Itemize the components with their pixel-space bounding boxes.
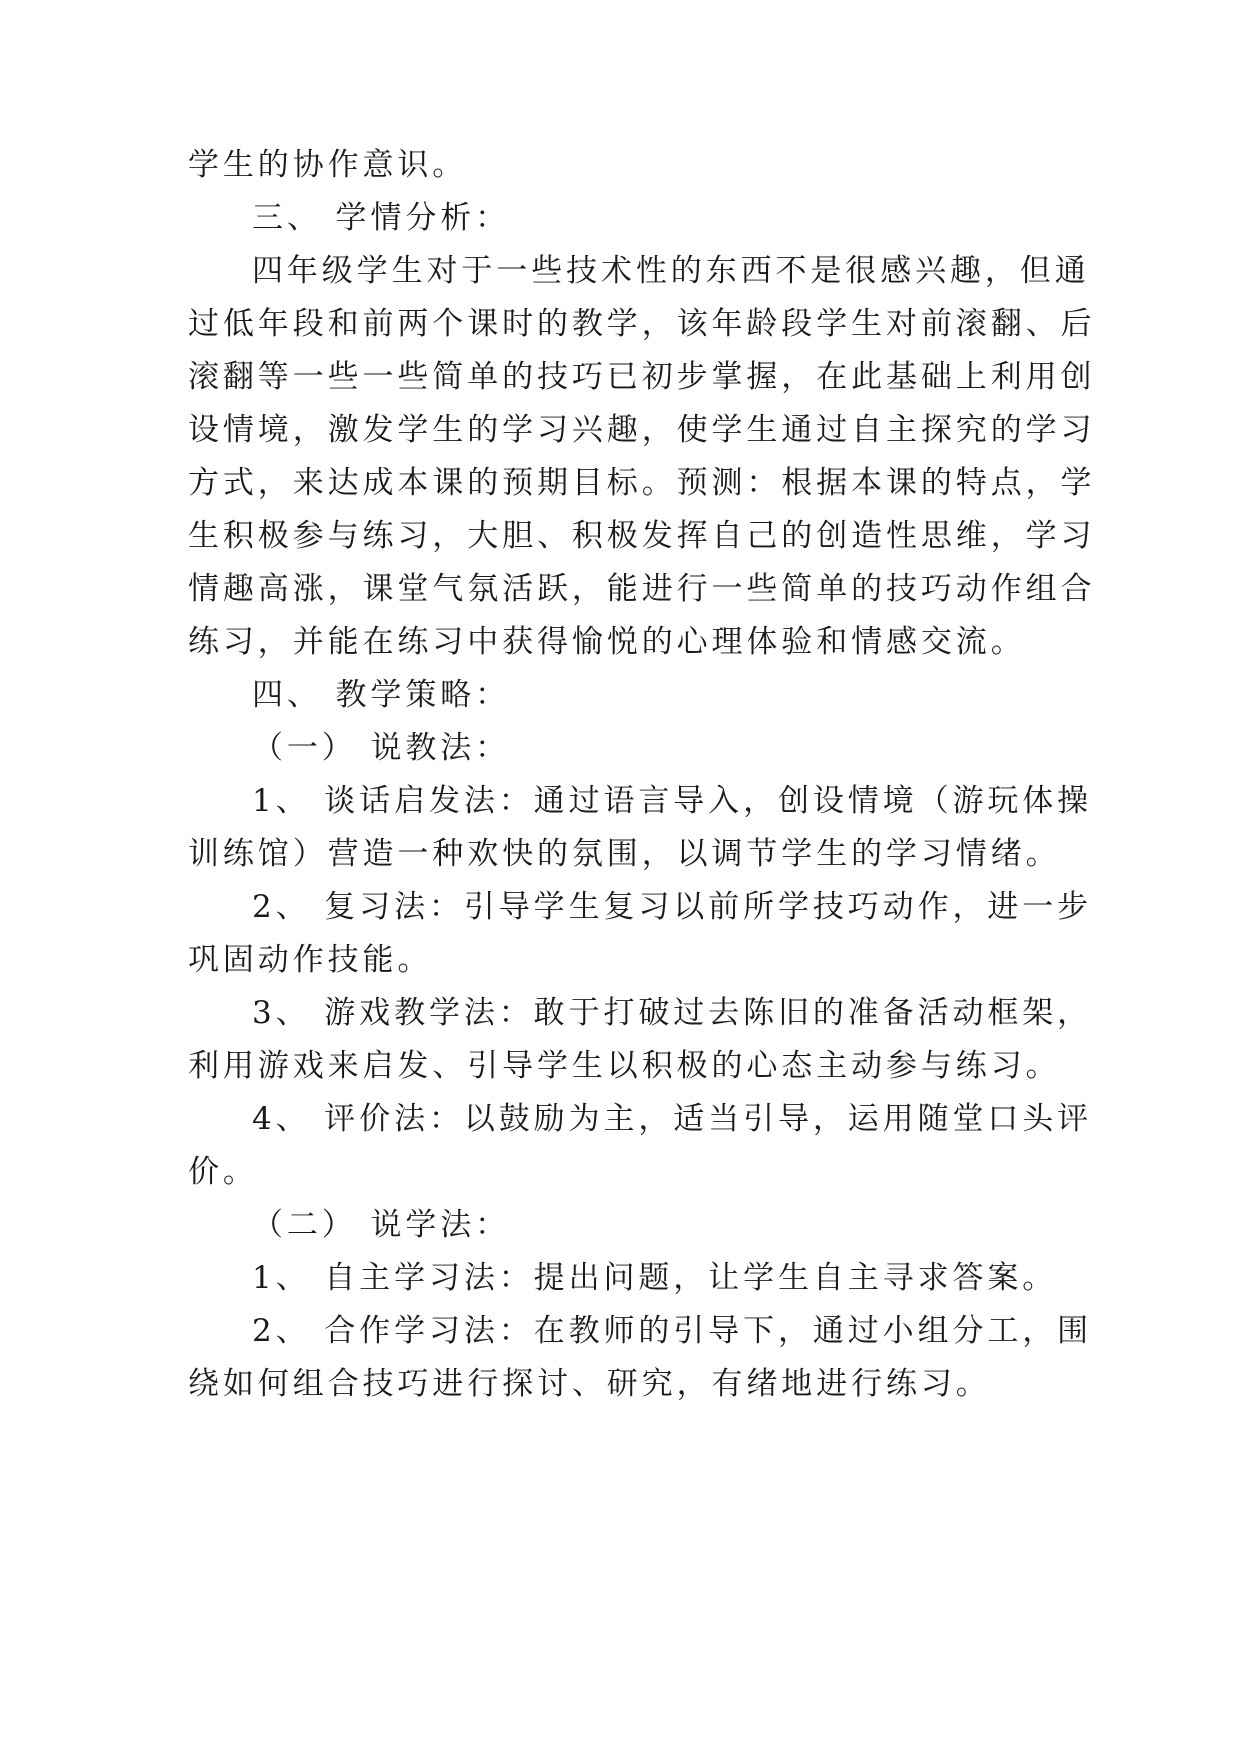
text-line: 方式，来达成本课的预期目标。预测：根据本课的特点，学 [188,465,1096,501]
text-line: 1、 自主学习法：提出问题，让学生自主寻求答案。 [252,1260,1058,1296]
text-line: 练习，并能在练习中获得愉悦的心理体验和情感交流。 [188,624,1026,660]
text-line: 绕如何组合技巧进行探讨、研究，有绪地进行练习。 [188,1366,991,1402]
text-line: 训练馆）营造一种欢快的氛围，以调节学生的学习情绪。 [188,836,1061,872]
text-line: 情趣高涨，课堂气氛活跃，能进行一些简单的技巧动作组合 [188,571,1096,607]
text-line: 1、 谈话启发法：通过语言导入，创设情境（游玩体操 [252,783,1093,819]
text-line: 滚翻等一些一些简单的技巧已初步掌握，在此基础上利用创 [188,359,1096,395]
text-line: 3、 游戏教学法：敢于打破过去陈旧的准备活动框架， [252,995,1093,1031]
text-line: 学生的协作意识。 [188,147,468,183]
section-heading-3: 三、 学情分析： [252,200,511,236]
subsection-heading-1: （一） 说教法： [252,730,511,766]
section-heading-4: 四、 教学策略： [252,677,511,713]
text-line: 过低年段和前两个课时的教学，该年龄段学生对前滚翻、后 [188,306,1096,342]
subsection-heading-2: （二） 说学法： [252,1207,511,1243]
text-line: 设情境，激发学生的学习兴趣，使学生通过自主探究的学习 [188,412,1096,448]
text-line: 价。 [188,1154,258,1190]
text-line: 2、 合作学习法：在教师的引导下，通过小组分工，围 [252,1313,1093,1349]
text-line: 四年级学生对于一些技术性的东西不是很感兴趣，但通 [252,253,1090,289]
text-line: 巩固动作技能。 [188,942,433,978]
text-line: 利用游戏来启发、引导学生以积极的心态主动参与练习。 [188,1048,1061,1084]
text-line: 4、 评价法：以鼓励为主，适当引导，运用随堂口头评 [252,1101,1093,1137]
text-line: 2、 复习法：引导学生复习以前所学技巧动作，进一步 [252,889,1093,925]
text-line: 生积极参与练习，大胆、积极发挥自己的创造性思维，学习 [188,518,1096,554]
